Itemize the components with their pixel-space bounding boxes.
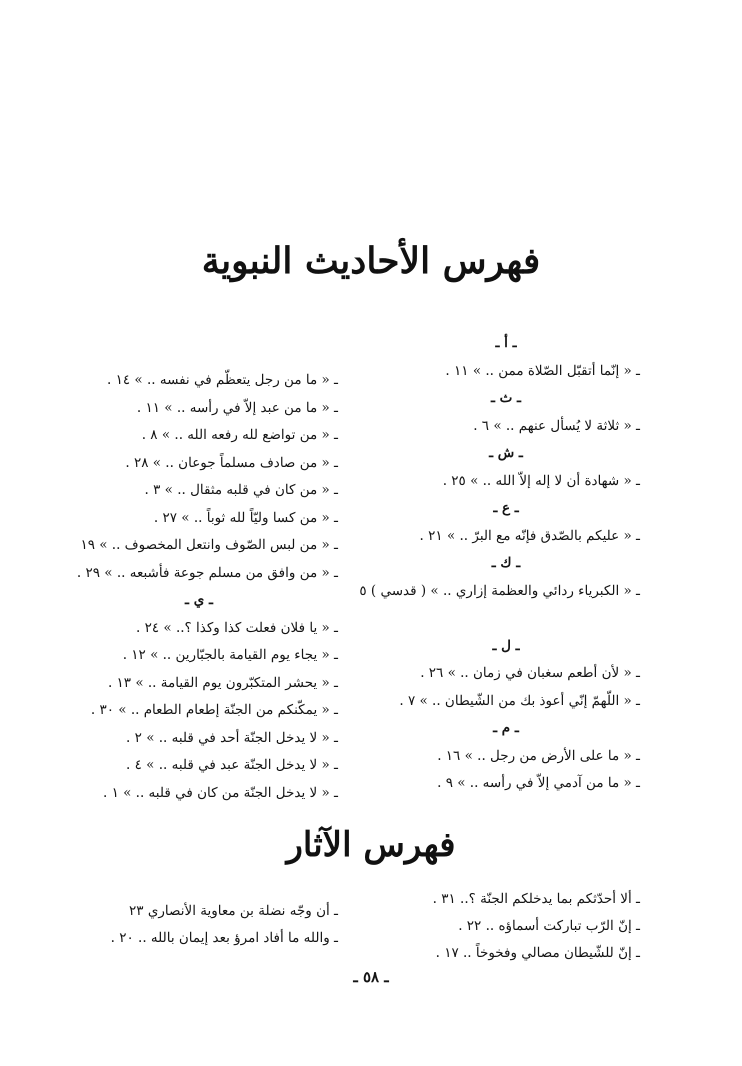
letter-heading: ـ أ ـ — [495, 335, 517, 351]
hadith-entry: ـ « لا يدخل الجنّة عبد في قلبه .. » ٤ . — [126, 757, 338, 773]
hadith-entry: ـ « من لبس الصّوف وانتعل المخصوف .. » ١٩ — [80, 537, 338, 553]
athar-index-title: فهرس الآثار — [286, 825, 456, 865]
hadith-entry: ـ « يا فلان فعلت كذا وكذا ؟.. » ٢٤ . — [136, 619, 338, 636]
athar-entry: ـ إنّ الرّب تباركت أسماؤه .. ٢٢ . — [458, 918, 640, 934]
hadith-entry: ـ « من كان في قلبه مثقال .. » ٣ . — [144, 482, 338, 498]
letter-heading: ـ ي ـ — [185, 592, 213, 608]
athar-entry: ـ والله ما أفاد امرؤ بعد إيمان بالله .. ٢٠ . — [110, 930, 338, 946]
hadith-entry: ـ « لا يدخل الجنّة من كان في قلبه .. » ١ . — [102, 784, 338, 801]
hadith-entry: ـ « عليكم بالصّدق فإنّه مع البرّ .. » ٢١ . — [419, 527, 640, 544]
hadith-entry: ـ « ثلاثة لا يُسأل عنهم .. » ٦ . — [473, 417, 640, 434]
page-number: ـ ٥٨ ـ — [353, 968, 389, 986]
athar-entry: ـ ألا أحدّثكم بما يدخلكم الجنّة ؟.. ٣١ . — [432, 891, 640, 907]
hadith-entry: ـ « شهادة أن لا إله إلاّ الله .. » ٢٥ . — [442, 472, 640, 489]
hadith-entry: ـ « لأن أطعم سغبان في زمان .. » ٢٦ . — [420, 665, 640, 681]
hadith-entry: ـ « اللّهمّ إنّي أعوذ بك من الشّيطان .. » ٧ . — [399, 692, 640, 709]
letter-heading: ـ ل ـ — [492, 637, 520, 654]
hadith-entry: ـ « لا يدخل الجنّة أحد في قلبه .. » ٢ . — [126, 729, 338, 746]
athar-list-right-column — [380, 886, 640, 967]
hadith-entry: ـ « من وافق من مسلم جوعة فأشبعه .. » ٢٩ . — [76, 564, 338, 581]
hadith-entry: ـ « إنّما أتقبّل الصّلاة ممن .. » ١١ . — [445, 362, 640, 379]
hadith-list-left-column — [60, 367, 338, 807]
letter-heading: ـ ش ـ — [489, 445, 523, 461]
hadith-entry: ـ « يحشر المتكبّرون يوم القيامة .. » ١٣ . — [107, 674, 338, 691]
letter-heading: ـ ع ـ — [493, 500, 519, 516]
letter-heading: ـ م ـ — [493, 720, 519, 736]
spacer — [372, 605, 640, 633]
hadith-entry: ـ « ما من آدمي إلاّ في رأسه .. » ٩ . — [437, 775, 640, 791]
athar-entry: ـ أن وجّه نضلة بن معاوية الأنصاري ٢٣ — [129, 903, 338, 919]
hadith-entry: ـ « يمكّنكم من الجنّة إطعام الطعام .. » ٣٠ . — [90, 702, 338, 718]
athar-list-left-column — [60, 898, 338, 952]
hadith-entry: ـ « من كسا وليّاً لله ثوباً .. » ٢٧ . — [153, 509, 338, 526]
hadith-entry: ـ « الكبرياء ردائي والعظمة إزاري .. » ( قدسي ) ٥ — [359, 582, 640, 599]
letter-heading: ـ ك ـ — [491, 555, 521, 571]
hadith-entry: ـ « يجاء يوم القيامة بالجبّارين .. » ١٢ . — [122, 647, 338, 663]
hadith-list-right-column — [359, 330, 640, 798]
athar-entry: ـ إنّ للشّيطان مصالي وفخوخاً .. ١٧ . — [435, 945, 640, 961]
hadith-entry: ـ « ما من رجل يتعظّم في نفسه .. » ١٤ . — [107, 372, 338, 388]
hadith-entry: ـ « من تواضع لله رفعه الله .. » ٨ . — [141, 427, 338, 443]
hadith-entry: ـ « ما من عبد إلاّ في رأسه .. » ١١ . — [136, 399, 338, 416]
letter-heading: ـ ث ـ — [490, 390, 522, 406]
hadith-index-title: فهرس الأحاديث النبوية — [201, 240, 541, 282]
hadith-entry: ـ « ما على الأرض من رجل .. » ١٦ . — [437, 747, 640, 764]
hadith-entry: ـ « من صادف مسلماً جوعان .. » ٢٨ . — [125, 454, 338, 471]
